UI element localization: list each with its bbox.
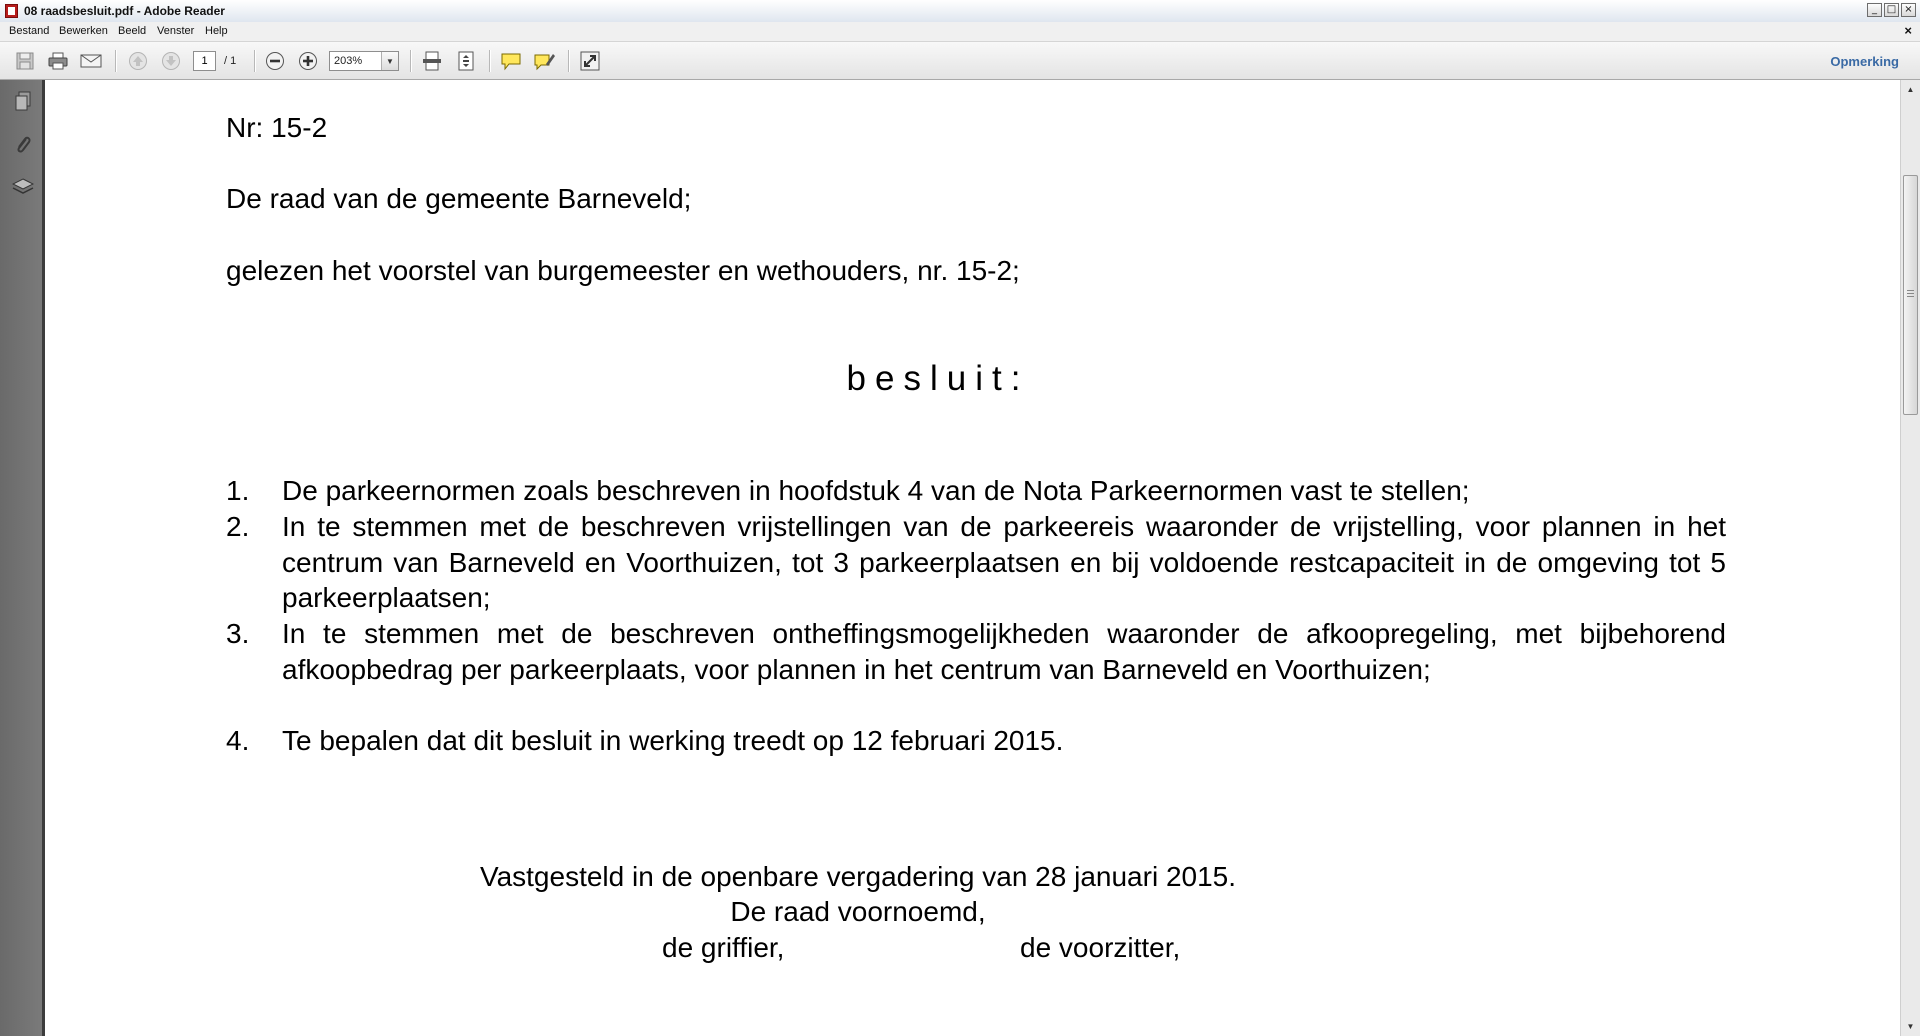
document-view[interactable] (48, 80, 1900, 1036)
toolbar (0, 42, 1920, 80)
menu-bar (0, 22, 1920, 42)
adobe-reader-icon (5, 4, 18, 18)
save-icon[interactable] (13, 50, 37, 72)
layers-icon[interactable] (12, 176, 34, 198)
menu-help[interactable]: Help (205, 25, 228, 37)
vertical-scrollbar[interactable] (1900, 80, 1920, 1036)
zoom-level-value: 203% (334, 55, 363, 67)
document-number: Nr: 15-2 (226, 112, 328, 143)
next-page-icon[interactable] (159, 50, 183, 72)
previous-page-icon[interactable] (126, 50, 150, 72)
council-line: De raad van de gemeente Barneveld; (226, 183, 692, 214)
scrollbar-thumb[interactable] (1903, 175, 1918, 415)
list-item-number: 2. (226, 511, 250, 542)
zoom-in-icon[interactable] (296, 50, 320, 72)
pdf-page (48, 80, 1900, 1036)
page-thumbnails-icon[interactable] (12, 90, 34, 112)
chair-signature-label: de voorzitter, (1020, 932, 1181, 963)
navigation-panel (0, 80, 45, 1036)
page-number-input[interactable] (193, 51, 216, 71)
proposal-line: gelezen het voorstel van burgemeester en wethouders, nr. 15-2; (226, 255, 1020, 286)
list-item-text: In te stemmen met de beschreven vrijstellingen van de parkeereis waaronder de vrijstelling, voor plannen in het centrum van Barneveld en Voorthuizen, tot 3 parkeerplaatsen en bij voldoende restcapaciteit in de omgeving tot 5 parkeerplaatsen; (282, 511, 1726, 613)
minimize-button[interactable]: _ (1867, 3, 1882, 17)
clerk-signature-label: de griffier, (662, 932, 785, 963)
close-button[interactable]: × (1901, 3, 1916, 17)
zoom-level-select[interactable] (329, 51, 399, 71)
decision-heading: besluit: (846, 359, 1030, 398)
fit-width-icon[interactable] (420, 50, 444, 72)
comment-pane-button[interactable]: Opmerking (1830, 54, 1899, 69)
list-item-text: In te stemmen met de beschreven ontheffingsmogelijkheden waaronder de afkoopregeling, met bijbehorend afkoopbedrag per parkeerplaats, voor plannen in het centrum van Barneveld en Voorthuizen; (282, 618, 1726, 685)
fit-page-icon[interactable] (454, 50, 478, 72)
list-item-number: 1. (226, 475, 250, 506)
list-item-number: 3. (226, 618, 250, 649)
maximize-button[interactable]: □ (1884, 3, 1899, 17)
close-document-button[interactable]: × (1904, 23, 1912, 38)
page-total: / 1 (224, 55, 237, 67)
menu-venster[interactable]: Venster (157, 25, 195, 37)
menu-bewerken[interactable]: Bewerken (59, 25, 108, 37)
scroll-up-arrow-icon[interactable]: ▲ (1906, 85, 1915, 94)
email-icon[interactable] (79, 50, 103, 72)
list-item-number: 4. (226, 725, 250, 756)
list-item-text: Te bepalen dat dit besluit in werking treedt op 12 februari 2015. (282, 725, 1064, 756)
window-title: 08 raadsbesluit.pdf - Adobe Reader (24, 4, 225, 18)
title-bar (0, 0, 1920, 23)
scroll-down-arrow-icon[interactable]: ▼ (1906, 1022, 1915, 1031)
menu-bestand[interactable]: Bestand (9, 25, 50, 37)
council-named-line: De raad voornoemd, (730, 896, 986, 927)
chevron-down-icon[interactable]: ▼ (381, 52, 398, 70)
attachments-paperclip-icon[interactable] (12, 134, 34, 156)
zoom-out-icon[interactable] (263, 50, 287, 72)
adoption-line: Vastgesteld in de openbare vergadering van 28 januari 2015. (479, 861, 1237, 892)
menu-beeld[interactable]: Beeld (118, 25, 147, 37)
highlight-text-icon[interactable] (532, 50, 556, 72)
list-item-text: De parkeernormen zoals beschreven in hoofdstuk 4 van de Nota Parkeernormen vast te stellen; (282, 475, 1470, 506)
sticky-note-comment-icon[interactable] (499, 50, 523, 72)
full-screen-icon[interactable] (578, 50, 602, 72)
print-icon[interactable] (46, 50, 70, 72)
